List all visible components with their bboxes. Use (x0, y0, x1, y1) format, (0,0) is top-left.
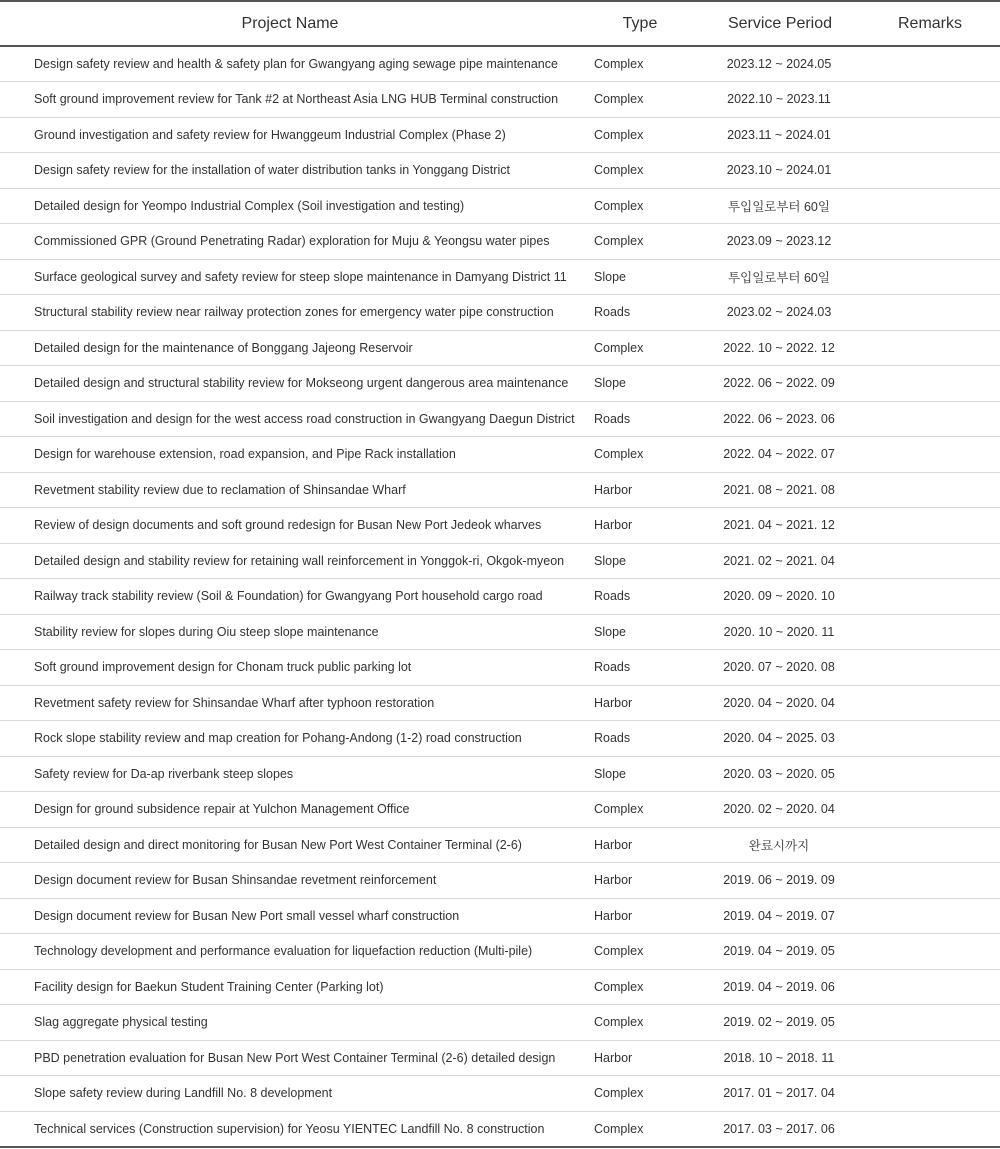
type-cell: Roads (580, 721, 700, 757)
table-row (0, 46, 1000, 82)
project-name-cell: Detailed design and direct monitoring for Busan New Port West Container Terminal (2-6) (0, 827, 580, 863)
service-period-cell: 2019. 04 ~ 2019. 05 (700, 934, 860, 970)
remarks-cell (860, 82, 1000, 118)
service-period-cell: 2019. 04 ~ 2019. 07 (700, 898, 860, 934)
project-name-cell: Slag aggregate physical testing (0, 1005, 580, 1041)
type-cell: Complex (580, 1111, 700, 1147)
type-cell: Harbor (580, 863, 700, 899)
service-period-cell: 2023.02 ~ 2024.03 (700, 295, 860, 331)
type-cell: Complex (580, 224, 700, 260)
project-name-cell: Technology development and performance evaluation for liquefaction reduction (Multi-pile) (0, 934, 580, 970)
service-period-cell: 2022. 06 ~ 2022. 09 (700, 366, 860, 402)
type-cell: Harbor (580, 508, 700, 544)
service-period-cell: 투입일로부터 60일 (700, 188, 860, 224)
service-period-cell: 2023.12 ~ 2024.05 (700, 46, 860, 82)
type-cell: Slope (580, 614, 700, 650)
header-remarks: Remarks (860, 1, 1000, 46)
remarks-cell (860, 543, 1000, 579)
remarks-cell (860, 401, 1000, 437)
table-row (0, 508, 1000, 544)
project-name-cell: Revetment stability review due to reclamation of Shinsandae Wharf (0, 472, 580, 508)
project-name-cell: Surface geological survey and safety review for steep slope maintenance in Damyang District 11 (0, 259, 580, 295)
project-name-cell: Rock slope stability review and map creation for Pohang-Andong (1-2) road construction (0, 721, 580, 757)
project-name-cell: Review of design documents and soft ground redesign for Busan New Port Jedeok wharves (0, 508, 580, 544)
table-row (0, 792, 1000, 828)
table-row (0, 1005, 1000, 1041)
table-row (0, 827, 1000, 863)
service-period-cell: 2020. 10 ~ 2020. 11 (700, 614, 860, 650)
table-row (0, 650, 1000, 686)
header-row (0, 1, 1000, 46)
project-name-cell: Technical services (Construction supervision) for Yeosu YIENTEC Landfill No. 8 construction (0, 1111, 580, 1147)
table-header (0, 1, 1000, 46)
service-period-cell: 완료시까지 (700, 827, 860, 863)
remarks-cell (860, 1111, 1000, 1147)
remarks-cell (860, 472, 1000, 508)
project-name-cell: Detailed design and structural stability review for Mokseong urgent dangerous area maintenance (0, 366, 580, 402)
table-row (0, 934, 1000, 970)
type-cell: Slope (580, 756, 700, 792)
project-name-cell: Stability review for slopes during Oiu steep slope maintenance (0, 614, 580, 650)
project-name-cell: Design for warehouse extension, road expansion, and Pipe Rack installation (0, 437, 580, 473)
project-name-cell: Soil investigation and design for the west access road construction in Gwangyang Daegun District (0, 401, 580, 437)
service-period-cell: 2023.11 ~ 2024.01 (700, 117, 860, 153)
table-row (0, 117, 1000, 153)
project-name-cell: Safety review for Da-ap riverbank steep slopes (0, 756, 580, 792)
remarks-cell (860, 934, 1000, 970)
service-period-cell: 2022. 10 ~ 2022. 12 (700, 330, 860, 366)
service-period-cell: 2020. 04 ~ 2020. 04 (700, 685, 860, 721)
project-name-cell: Design for ground subsidence repair at Yulchon Management Office (0, 792, 580, 828)
service-period-cell: 2020. 09 ~ 2020. 10 (700, 579, 860, 615)
service-period-cell: 2020. 07 ~ 2020. 08 (700, 650, 860, 686)
table-row (0, 863, 1000, 899)
service-period-cell: 2023.10 ~ 2024.01 (700, 153, 860, 189)
type-cell: Complex (580, 934, 700, 970)
header-service-period: Service Period (700, 1, 860, 46)
service-period-cell: 2019. 06 ~ 2019. 09 (700, 863, 860, 899)
type-cell: Complex (580, 153, 700, 189)
table-row (0, 756, 1000, 792)
service-period-cell: 2020. 02 ~ 2020. 04 (700, 792, 860, 828)
table-row (0, 472, 1000, 508)
table-row (0, 330, 1000, 366)
remarks-cell (860, 685, 1000, 721)
project-name-cell: Railway track stability review (Soil & Foundation) for Gwangyang Port household cargo road (0, 579, 580, 615)
service-period-cell: 2018. 10 ~ 2018. 11 (700, 1040, 860, 1076)
table-row (0, 437, 1000, 473)
type-cell: Harbor (580, 685, 700, 721)
table-row (0, 898, 1000, 934)
table-row (0, 153, 1000, 189)
remarks-cell (860, 508, 1000, 544)
table-row (0, 188, 1000, 224)
remarks-cell (860, 650, 1000, 686)
type-cell: Harbor (580, 898, 700, 934)
project-name-cell: Structural stability review near railway protection zones for emergency water pipe construction (0, 295, 580, 331)
table-row (0, 969, 1000, 1005)
service-period-cell: 2021. 02 ~ 2021. 04 (700, 543, 860, 579)
remarks-cell (860, 153, 1000, 189)
service-period-cell: 2017. 01 ~ 2017. 04 (700, 1076, 860, 1112)
type-cell: Roads (580, 401, 700, 437)
table-row (0, 295, 1000, 331)
type-cell: Complex (580, 82, 700, 118)
remarks-cell (860, 117, 1000, 153)
project-name-cell: Detailed design for Yeompo Industrial Complex (Soil investigation and testing) (0, 188, 580, 224)
table-row (0, 1111, 1000, 1147)
project-name-cell: Detailed design and stability review for retaining wall reinforcement in Yonggok-ri, Okgok-myeon (0, 543, 580, 579)
project-name-cell: Soft ground improvement design for Chonam truck public parking lot (0, 650, 580, 686)
project-name-cell: PBD penetration evaluation for Busan New Port West Container Terminal (2-6) detailed design (0, 1040, 580, 1076)
remarks-cell (860, 614, 1000, 650)
project-name-cell: Detailed design for the maintenance of Bonggang Jajeong Reservoir (0, 330, 580, 366)
table-row (0, 614, 1000, 650)
project-name-cell: Revetment safety review for Shinsandae Wharf after typhoon restoration (0, 685, 580, 721)
table-row (0, 224, 1000, 260)
type-cell: Complex (580, 1005, 700, 1041)
type-cell: Complex (580, 188, 700, 224)
remarks-cell (860, 721, 1000, 757)
project-name-cell: Slope safety review during Landfill No. 8 development (0, 1076, 580, 1112)
type-cell: Harbor (580, 827, 700, 863)
remarks-cell (860, 330, 1000, 366)
remarks-cell (860, 1040, 1000, 1076)
service-period-cell: 2017. 03 ~ 2017. 06 (700, 1111, 860, 1147)
service-period-cell: 2019. 02 ~ 2019. 05 (700, 1005, 860, 1041)
type-cell: Complex (580, 1076, 700, 1112)
table-row (0, 366, 1000, 402)
type-cell: Complex (580, 117, 700, 153)
project-name-cell: Facility design for Baekun Student Training Center (Parking lot) (0, 969, 580, 1005)
type-cell: Complex (580, 969, 700, 1005)
type-cell: Slope (580, 543, 700, 579)
remarks-cell (860, 366, 1000, 402)
table-row (0, 401, 1000, 437)
service-period-cell: 2022.10 ~ 2023.11 (700, 82, 860, 118)
remarks-cell (860, 756, 1000, 792)
table-row (0, 579, 1000, 615)
table-row (0, 82, 1000, 118)
service-period-cell: 2022. 04 ~ 2022. 07 (700, 437, 860, 473)
service-period-cell: 2020. 04 ~ 2025. 03 (700, 721, 860, 757)
service-period-cell: 2022. 06 ~ 2023. 06 (700, 401, 860, 437)
remarks-cell (860, 898, 1000, 934)
remarks-cell (860, 437, 1000, 473)
header-project-name: Project Name (0, 1, 580, 46)
type-cell: Complex (580, 46, 700, 82)
type-cell: Roads (580, 579, 700, 615)
remarks-cell (860, 46, 1000, 82)
table-row (0, 721, 1000, 757)
type-cell: Harbor (580, 472, 700, 508)
type-cell: Complex (580, 792, 700, 828)
service-period-cell: 2020. 03 ~ 2020. 05 (700, 756, 860, 792)
remarks-cell (860, 1005, 1000, 1041)
service-period-cell: 2019. 04 ~ 2019. 06 (700, 969, 860, 1005)
remarks-cell (860, 792, 1000, 828)
project-name-cell: Design document review for Busan Shinsandae revetment reinforcement (0, 863, 580, 899)
service-period-cell: 2021. 04 ~ 2021. 12 (700, 508, 860, 544)
table-row (0, 543, 1000, 579)
service-period-cell: 투입일로부터 60일 (700, 259, 860, 295)
remarks-cell (860, 1076, 1000, 1112)
type-cell: Roads (580, 295, 700, 331)
remarks-cell (860, 224, 1000, 260)
type-cell: Complex (580, 437, 700, 473)
remarks-cell (860, 969, 1000, 1005)
remarks-cell (860, 827, 1000, 863)
remarks-cell (860, 863, 1000, 899)
project-name-cell: Commissioned GPR (Ground Penetrating Radar) exploration for Muju & Yeongsu water pipes (0, 224, 580, 260)
table-body (0, 46, 1000, 1147)
type-cell: Slope (580, 366, 700, 402)
type-cell: Complex (580, 330, 700, 366)
table-row (0, 685, 1000, 721)
project-name-cell: Ground investigation and safety review for Hwanggeum Industrial Complex (Phase 2) (0, 117, 580, 153)
table-row (0, 259, 1000, 295)
service-period-cell: 2021. 08 ~ 2021. 08 (700, 472, 860, 508)
project-name-cell: Design safety review for the installation of water distribution tanks in Yonggang District (0, 153, 580, 189)
remarks-cell (860, 188, 1000, 224)
project-name-cell: Design document review for Busan New Port small vessel wharf construction (0, 898, 580, 934)
remarks-cell (860, 259, 1000, 295)
table-row (0, 1040, 1000, 1076)
service-period-cell: 2023.09 ~ 2023.12 (700, 224, 860, 260)
project-name-cell: Design safety review and health & safety plan for Gwangyang aging sewage pipe maintenance (0, 46, 580, 82)
type-cell: Roads (580, 650, 700, 686)
header-type: Type (580, 1, 700, 46)
remarks-cell (860, 295, 1000, 331)
table-row (0, 1076, 1000, 1112)
project-name-cell: Soft ground improvement review for Tank #2 at Northeast Asia LNG HUB Terminal construction (0, 82, 580, 118)
type-cell: Harbor (580, 1040, 700, 1076)
remarks-cell (860, 579, 1000, 615)
type-cell: Slope (580, 259, 700, 295)
